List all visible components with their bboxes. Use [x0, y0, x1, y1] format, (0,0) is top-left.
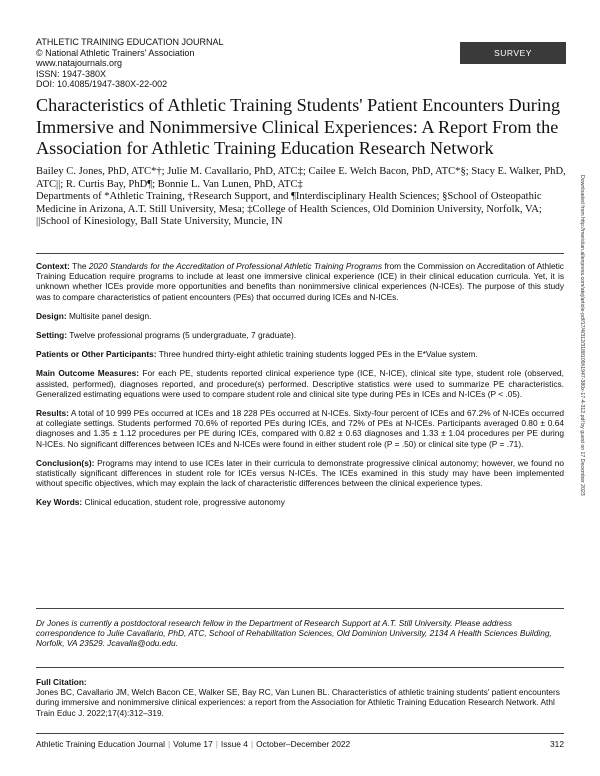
- copyright-line: © National Athletic Trainers' Association: [36, 47, 195, 58]
- measures-label: Main Outcome Measures:: [36, 368, 140, 379]
- results-label: Results:: [36, 408, 69, 419]
- setting-text: Twelve professional programs (5 undergraduate, 7 graduate).: [69, 330, 297, 341]
- footer-separator: |: [215, 739, 218, 749]
- participants-text: Three hundred thirty-eight athletic training students logged PEs in the E*Value system.: [158, 349, 478, 360]
- abstract-context: [36, 261, 564, 302]
- abstract: [36, 261, 564, 517]
- keywords-label: Key Words:: [36, 497, 83, 508]
- affiliation-list: Departments of *Athletic Training, †Research Support, and ¶Interdisciplinary Health Sciences; §School of Osteopathic Medicine in Arizona, A.T. Still University, Mesa; ‡College of Health Sciences, Old Dominion University, Norfolk, VA; ||School of Kinesiology, Ball State University, Muncie, IN: [36, 191, 542, 227]
- footer-separator: |: [250, 739, 254, 749]
- keywords-text: Clinical education, student role, progressive autonomy: [84, 497, 285, 508]
- measures-text: For each PE, students reported clinical experience type (ICE, N-ICE), clinical site type, student role (observed, assisted, performed), diagnoses reported, and procedure(s) performed. Descriptive statistics were used to summarize PE characteristics. Generalized estimating equations were used to compare student role and clinical site type during PEs in ICEs and N-ICEs (P < .05).: [36, 368, 564, 399]
- article-type-badge: SURVEY: [460, 42, 566, 64]
- context-text-pre: The: [72, 261, 87, 271]
- correspondence-footnote: Dr Jones is currently a postdoctoral research fellow in the Department of Research Support at A.T. Still University. Please address correspondence to Julie Cavallario, PhD, ATC, School of Rehabilitation Sciences, Old Dominion University, 2134 A Health Sciences Building, Norfolk, VA 23529. Jcavalla@odu.edu.: [36, 618, 552, 649]
- divider-footer: [36, 733, 564, 734]
- divider-footnote: [36, 608, 564, 609]
- standards-title: 2020 Standards for the Accreditation of Professional Athletic Training Programs: [88, 261, 383, 271]
- journal-website[interactable]: www.natajournals.org: [36, 58, 123, 69]
- full-citation: [36, 677, 564, 718]
- journal-masthead: [36, 37, 224, 90]
- page-number: 312: [550, 739, 564, 749]
- abstract-setting: [36, 330, 564, 340]
- context-text: from the Commission on Accreditation of Athletic Training Education require programs to include at least one immersive clinical experience (ICE) in their clinical education curricula. Yet, it is unknown whether ICEs provide more opportunities and benefits than nonimmersive clinical experiences (N-ICEs). The purpose of this study was to compare characteristics of patient encounters (PEs) that occurred during ICEs and N-ICEs.: [36, 261, 564, 302]
- conclusions-text: Programs may intend to use ICEs later in their curricula to demonstrate progressive clinical autonomy; however, we found no statistically significant differences in student role for ICEs versus N-ICEs. The ICEs examined in this study may have been implemented without specific objectives, which may explain the lack of characteristic differences between the clinical experience types.: [36, 457, 564, 489]
- download-watermark: [577, 175, 587, 675]
- abstract-results: [36, 408, 564, 449]
- participants-label: Patients or Other Participants:: [36, 349, 157, 360]
- results-text: A total of 10 999 PEs occurred at ICEs and 18 228 PEs occurred at N-ICEs. Sixty-four percent of ICEs and 67.2% of N-ICEs occurred at collegiate settings. Students performed 70.6% of reported PEs during ICEs, and 72% of PEs at N-ICEs. Participants averaged 0.80 ± 0.64 diagnoses and 1.35 ± 1.12 procedures per PE during ICEs, compared with 0.82 ± 0.63 diagnoses and 1.33 ± 1.04 procedures per PE during N-ICEs. No significant differences between ICEs and N-ICEs were found in either student role (P = .50) or clinical site type (P = .71).: [36, 408, 564, 449]
- author-block: [36, 166, 571, 229]
- setting-label: Setting:: [36, 330, 68, 341]
- author-list: Bailey C. Jones, PhD, ATC*†; Julie M. Cavallario, PhD, ATC‡; Cailee E. Welch Bacon, PhD, ATC*§; Stacy E. Walker, PhD, ATC||; R. Curtis Bay, PhD¶; Bonnie L. Van Lunen, PhD, ATC‡: [36, 166, 566, 190]
- footer-journal-info: [36, 739, 350, 749]
- footer-separator: |: [167, 739, 171, 749]
- doi-line[interactable]: DOI: 10.4085/1947-380X-22-002: [36, 79, 168, 90]
- divider-top: [36, 253, 564, 254]
- abstract-conclusions: [36, 458, 564, 489]
- footer-date: October–December 2022: [256, 739, 351, 749]
- abstract-participants: [36, 349, 564, 359]
- page-footer: [36, 739, 564, 749]
- citation-label: Full Citation:: [36, 677, 87, 687]
- context-label: Context:: [36, 261, 70, 271]
- footer-issue: Issue 4: [220, 739, 248, 749]
- abstract-keywords: [36, 497, 564, 507]
- divider-citation: [36, 667, 564, 668]
- abstract-measures: [36, 368, 564, 399]
- design-label: Design:: [36, 310, 67, 321]
- download-note-text: Downloaded from http://meridian.allenpress.com/atej/article-pdf/17/4/312/3188109/i1947-380x-17-4-312.pdf by guest on 17 December 2023: [579, 175, 585, 496]
- journal-name: ATHLETIC TRAINING EDUCATION JOURNAL: [36, 37, 224, 47]
- abstract-design: [36, 311, 564, 321]
- design-text: Multisite panel design.: [68, 310, 152, 321]
- conclusions-label: Conclusion(s):: [36, 457, 95, 468]
- footer-volume: Volume 17: [173, 739, 213, 749]
- article-title: Characteristics of Athletic Training Students' Patient Encounters During Immersive and Nonimmersive Clinical Experiences: A Report From the Association for Athletic Training Education Research Network: [36, 95, 561, 158]
- issn-line: ISSN: 1947-380X: [36, 68, 107, 79]
- footer-journal: Athletic Training Education Journal: [36, 739, 165, 749]
- citation-text: Jones BC, Cavallario JM, Welch Bacon CE, Walker SE, Bay RC, Van Lunen BL. Characteristics of athletic training students' patient encounters during immersive and nonimmersive clinical experiences: a report from the Association for Athletic Training Education Research Network. Athl Train Educ J. 2022;17(4):312–319.: [36, 687, 560, 718]
